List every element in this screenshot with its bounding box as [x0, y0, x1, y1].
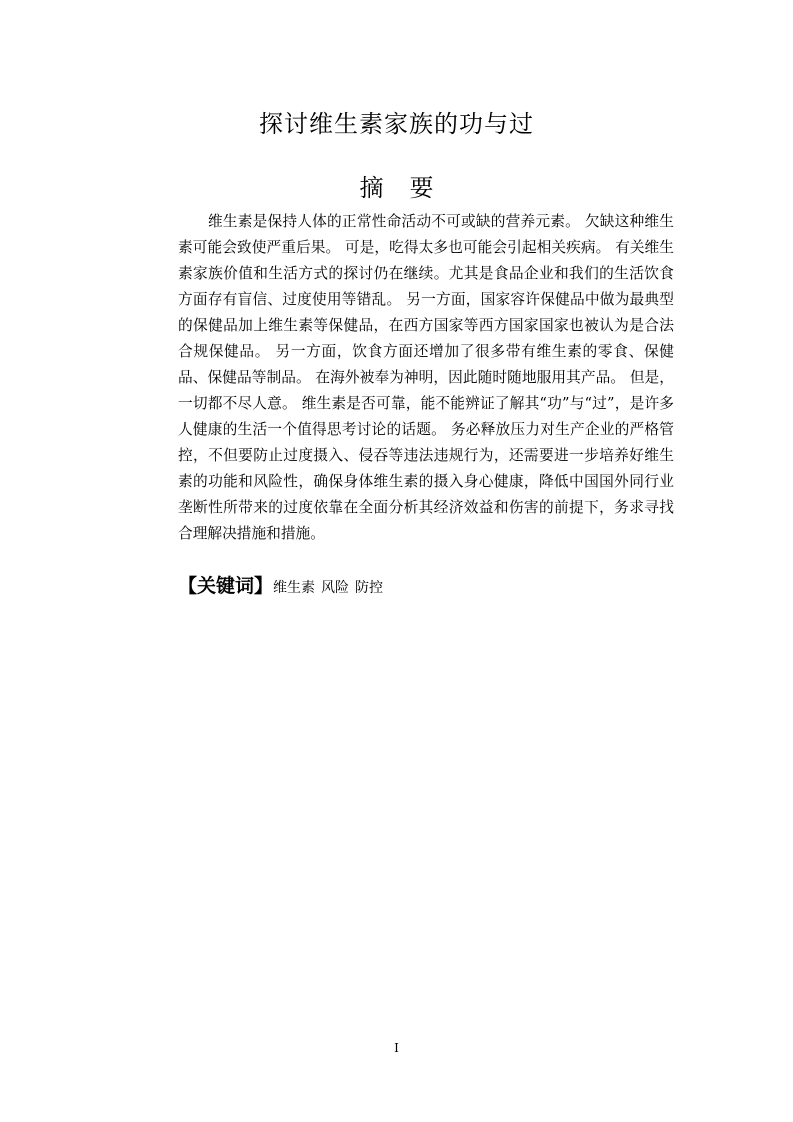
- keyword-item: 防控: [355, 580, 384, 596]
- page-number: I: [394, 1041, 399, 1055]
- keyword-item: 风险: [321, 580, 350, 596]
- keyword-item: 维生素: [273, 580, 316, 596]
- abstract-heading-char-1: 摘: [359, 174, 384, 202]
- keywords-label: 【关键词】: [178, 575, 274, 597]
- keywords-line: [178, 571, 674, 598]
- abstract-body: 维生素是保持人体的正常性命活动不可或缺的营养元素。 欠缺这种维生素可能会致使严重后果。 可是，吃得太多也可能会引起相关疾病。 有关维生素家族价值和生活方式的探讨仍在继续。尤其是食品企业和我们的生活饮食方面存有盲信、过度使用等错乱。 另一方面，国家容许保健品中做为最典型的保健品加上维生素等保健品，在西方国家等西方国家国家也被认为是合法合规保健品。 另一方面，饮食方面还增加了很多带有维生素的零食、保健品、保健品等制品。 在海外被奉为神明，因此随时随地服用其产品。 但是，一切都不尽人意。 维生素是否可靠，能不能辨证了解其“功”与“过”，是许多人健康的生活一个值得思考讨论的话题。 务必释放压力对生产企业的严格管控，不但要防止过度摄入、侵吞等违法违规行为，还需要进一步培养好维生素的功能和风险性，确保身体维生素的摄入身心健康，降低中国国外同行业垄断性所带来的过度依靠在全面分析其经济效益和伤害的前提下，务求寻找合理解决措施和措施。: [178, 213, 674, 542]
- document-title: 探讨维生素家族的功与过: [259, 110, 534, 138]
- abstract-heading: [0, 168, 793, 203]
- abstract-heading-char-2: 要: [409, 174, 434, 202]
